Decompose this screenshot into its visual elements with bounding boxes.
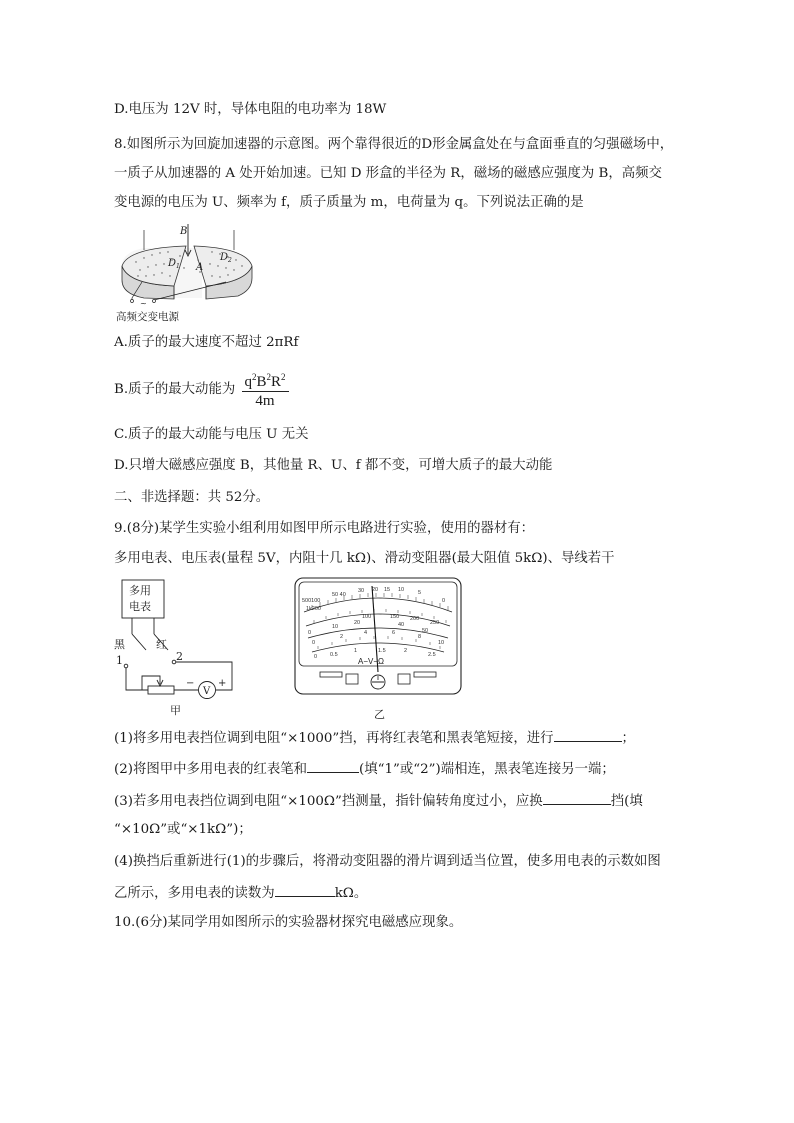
svg-text:30: 30 [358, 588, 365, 594]
svg-text:0.5: 0.5 [330, 652, 338, 658]
multimeter-label-1: 多用 [129, 584, 151, 597]
svg-text:500100: 500100 [302, 598, 321, 604]
q9-part3-cont: “×10Ω”或“×1kΩ”)； [114, 822, 252, 837]
svg-text:150: 150 [390, 614, 400, 620]
multimeter-face-figure-yi [292, 576, 464, 722]
svg-text:250: 250 [430, 620, 440, 626]
svg-text:1: 1 [354, 648, 358, 654]
q8-stem-line2: 一质子从加速器的 A 处开始加速。已知 D 形盒的半径为 R，磁场的磁感应强度为 B，高频交 [114, 166, 662, 181]
svg-text:5: 5 [418, 590, 422, 596]
label-a: A [196, 262, 204, 273]
label-d1: $D_1$ [168, 258, 180, 270]
svg-text:1.5: 1.5 [378, 648, 386, 654]
q8-option-a: A.质子的最大速度不超过 2πRf [114, 335, 299, 350]
svg-text:20: 20 [354, 620, 361, 626]
svg-text:2: 2 [404, 648, 408, 654]
voltmeter-label: V [203, 686, 211, 697]
q9-part2: (2)将图甲中多用电表的红表笔和 (填“1”或“2”)端相连，黑表笔连接另一端； [114, 758, 615, 780]
q8-stem-line3: 变电源的电压为 U、频率为 f，质子质量为 m，电荷量为 q。下列说法正确的是 [114, 195, 584, 210]
max-kinetic-energy-fraction: $\frac{q^2B^2R^2}{4m}$ [242, 368, 289, 411]
minus-sign: − [186, 678, 195, 689]
answer-blank-1[interactable] [554, 727, 622, 742]
q9-part1: (1)将多用电表挡位调到电阻“×1000”挡，再将红表笔和黑表笔短接，进行 ； [114, 727, 635, 749]
svg-text:10: 10 [332, 624, 339, 630]
q8-option-c: C.质子的最大动能与电压 U 无关 [114, 427, 309, 442]
svg-text:50 40: 50 40 [332, 592, 346, 598]
label-d2: $D_2$ [220, 252, 232, 264]
svg-text:200: 200 [410, 616, 420, 622]
label-b: B [180, 226, 188, 237]
svg-text:6: 6 [392, 630, 396, 636]
tilde-symbol: ~ [140, 299, 147, 308]
q8-option-b [114, 368, 289, 411]
svg-text:10: 10 [438, 640, 445, 646]
plus-sign: + [218, 678, 227, 689]
q9-part4-cont: 乙所示，多用电表的读数为 kΩ。 [114, 882, 367, 904]
black-probe-label: 黑 [114, 638, 125, 651]
svg-text:20: 20 [372, 587, 379, 593]
figure-jia-caption: 甲 [170, 704, 181, 717]
answer-blank-2[interactable] [307, 758, 359, 773]
cyclotron-figure [114, 220, 264, 324]
svg-text:50: 50 [422, 628, 429, 634]
answer-blank-3[interactable] [543, 790, 611, 805]
svg-text:2.5: 2.5 [428, 652, 436, 658]
q8-option-d: D.只增大磁感应强度 B，其他量 R、U、f 都不变，可增大质子的最大动能 [114, 458, 553, 473]
multimeter-label-2: 电表 [129, 600, 151, 613]
scale-unit-label: A−V−Ω [358, 657, 384, 666]
red-probe-label: 红 [156, 638, 167, 651]
terminal-2-label: 2 [176, 650, 183, 663]
svg-text:10: 10 [398, 587, 405, 593]
q9-part4: (4)换挡后重新进行(1)的步骤后，将滑动变阻器的滑片调到适当位置，使多用电表的示数如图 [114, 854, 661, 869]
cyclotron-caption: 高频交变电源 [116, 311, 179, 323]
circuit-figure-jia [112, 576, 242, 718]
svg-text:15: 15 [384, 587, 391, 593]
svg-text:40: 40 [398, 622, 405, 628]
q8-option-b-prefix: B.质子的最大动能为 [114, 382, 236, 397]
q10-stem: 10.(6分)某同学用如图所示的实验器材探究电磁感应现象。 [114, 915, 463, 930]
section-2-title: 二、非选择题：共 52分。 [114, 490, 270, 505]
svg-text:0: 0 [314, 654, 318, 660]
svg-text:0: 0 [308, 630, 312, 636]
svg-text:1k200: 1k200 [306, 606, 321, 612]
q7-option-d: D.电压为 12V 时，导体电阻的电功率为 18W [114, 102, 387, 117]
terminal-1-label: 1 [116, 654, 123, 667]
q8-stem-line1: 8.如图所示为回旋加速器的示意图。两个靠得很近的D形金属盒处在与盒面垂直的匀强磁场中， [114, 137, 674, 152]
svg-text:0: 0 [312, 640, 316, 646]
svg-text:0: 0 [442, 598, 446, 604]
svg-text:100: 100 [362, 614, 372, 620]
q9-part3: (3)若多用电表挡位调到电阻“×100Ω”挡测量，指针偏转角度过小，应换 挡(填 [114, 790, 643, 812]
svg-text:8: 8 [418, 634, 422, 640]
svg-text:2: 2 [340, 634, 344, 640]
q9-stem-line2: 多用电表、电压表(量程 5V，内阻十几 kΩ)、滑动变阻器(最大阻值 5kΩ)、导线若干 [114, 551, 615, 566]
figure-yi-caption: 乙 [374, 708, 385, 721]
q9-stem-line1: 9.(8分)某学生实验小组利用如图甲所示电路进行实验，使用的器材有： [114, 521, 535, 536]
svg-text:4: 4 [364, 630, 368, 636]
answer-blank-4[interactable] [275, 882, 335, 897]
